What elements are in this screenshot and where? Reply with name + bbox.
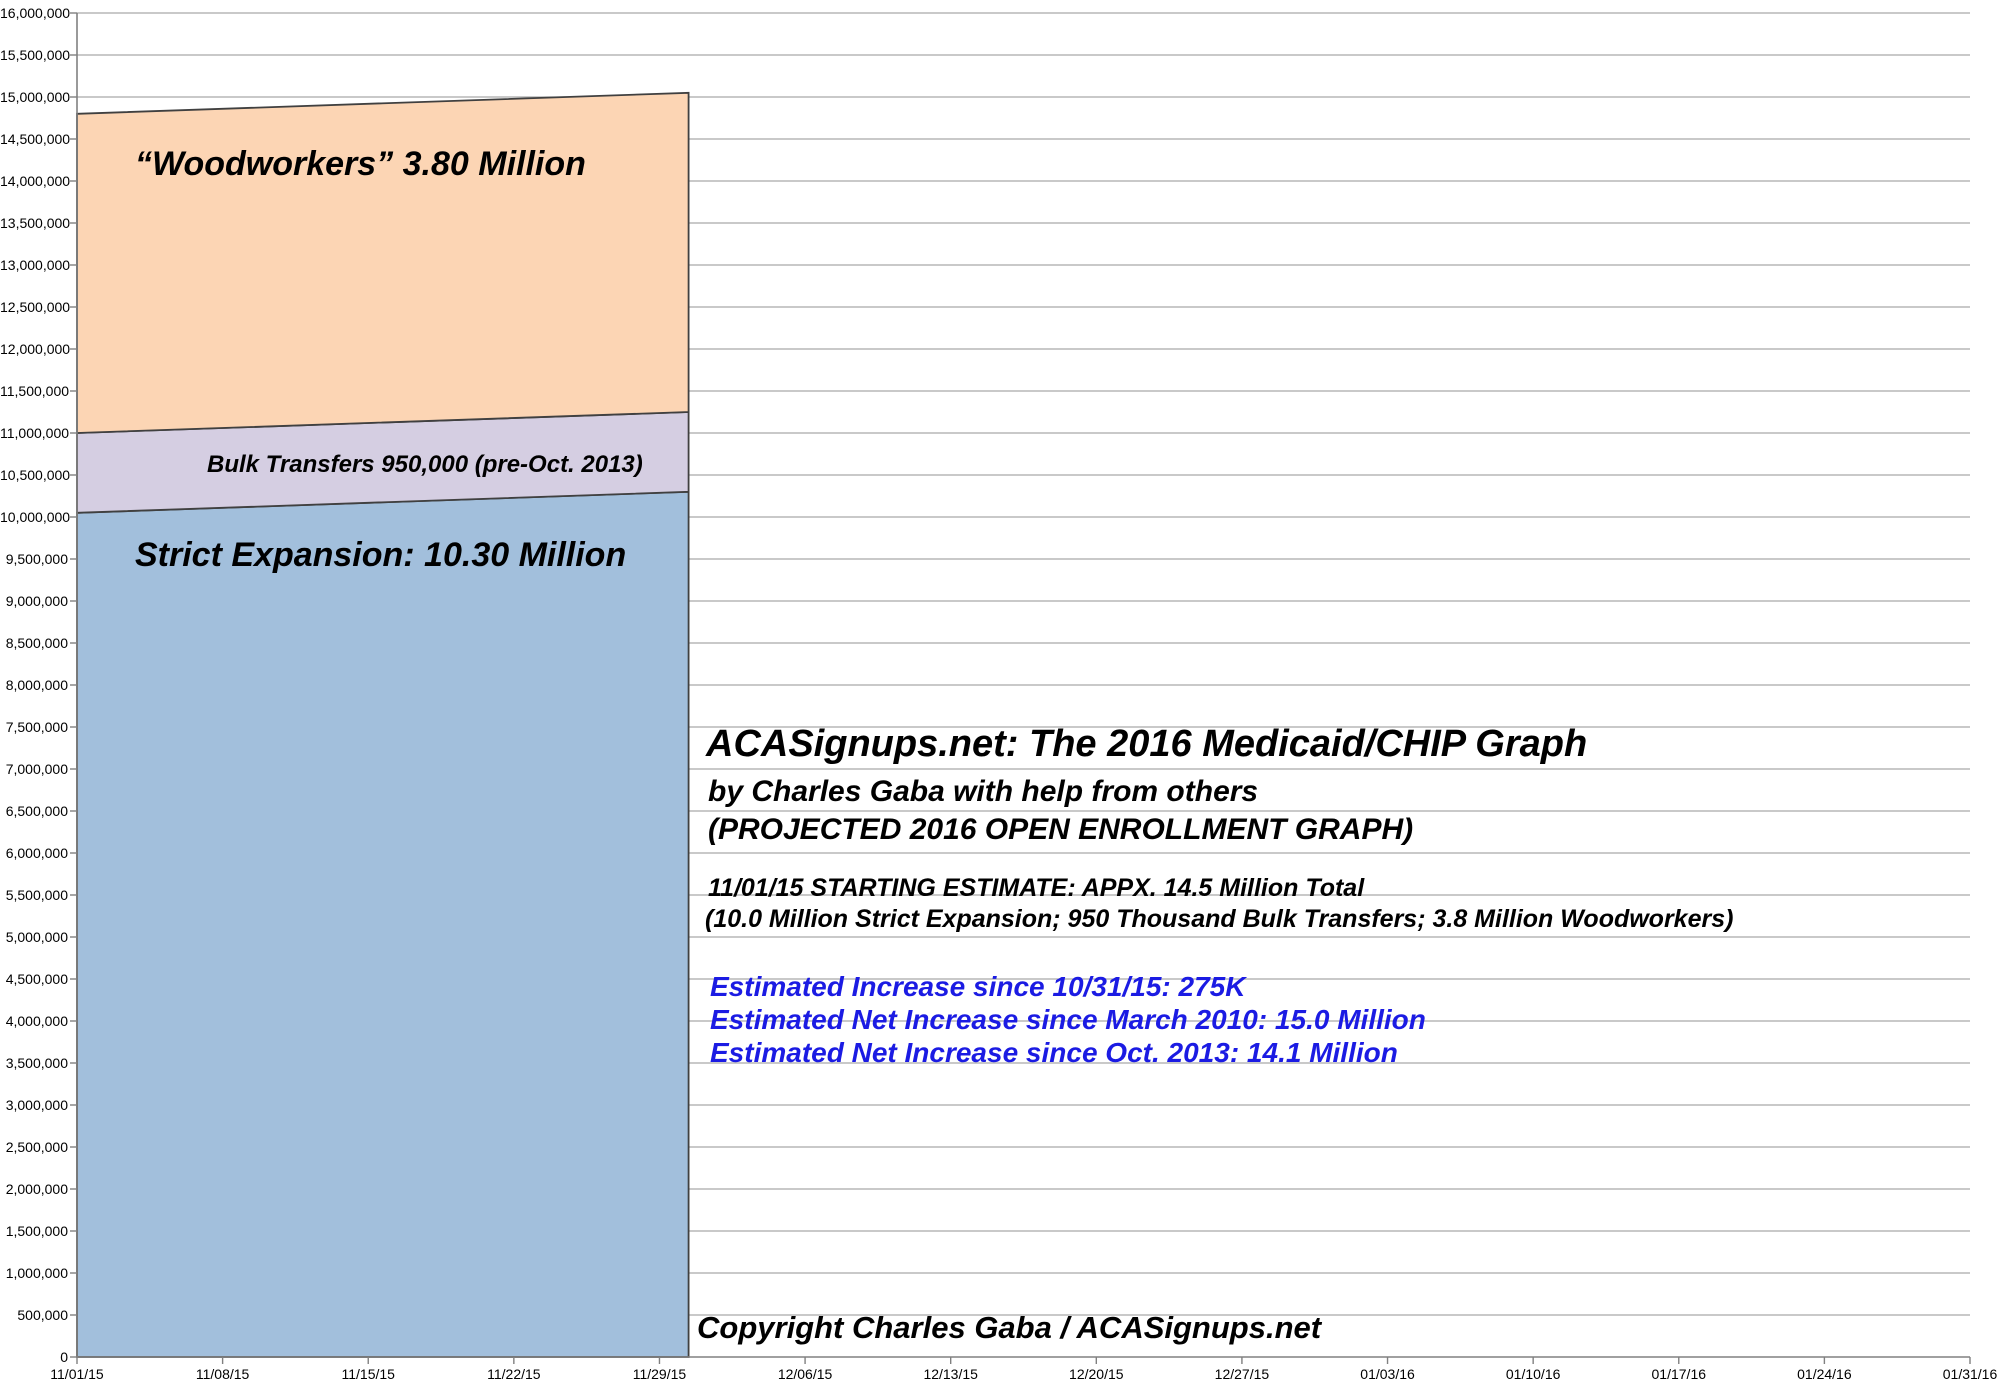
x-tick-label: 12/27/15 [1214,1366,1270,1382]
y-tick-label: 0 [60,1349,68,1365]
x-tick-label: 11/08/15 [195,1366,250,1382]
series-label-woodworkers: “Woodworkers” 3.80 Million [135,145,586,183]
y-tick-label: 4,500,000 [5,971,68,987]
x-tick-label: 01/10/16 [1505,1366,1561,1382]
x-tick-label: 01/31/16 [1942,1366,1998,1382]
y-tick-label: 13,500,000 [0,215,71,231]
y-tick-label: 6,500,000 [5,803,68,819]
estimated-increase-since-oct31: Estimated Increase since 10/31/15: 275K [710,971,1246,1002]
x-tick-label: 11/22/15 [487,1366,541,1382]
y-tick-label: 7,000,000 [5,761,68,777]
starting-estimate-line1: 11/01/15 STARTING ESTIMATE: APPX. 14.5 Million Total [708,874,1365,902]
estimated-net-increase-march2010: Estimated Net Increase since March 2010: 15.0 Million [710,1004,1426,1035]
y-tick-label: 2,000,000 [5,1181,68,1197]
x-tick-label: 01/03/16 [1360,1366,1415,1382]
y-tick-label: 5,500,000 [5,887,68,903]
area-series-woodworkers [77,93,689,433]
y-tick-label: 5,000,000 [5,929,68,945]
area-series-strict-expansion [77,492,689,1357]
x-tick-label: 11/29/15 [632,1366,687,1382]
y-tick-label: 3,500,000 [5,1055,68,1071]
estimated-net-increase-oct2013: Estimated Net Increase since Oct. 2013: 14.1 Million [710,1037,1398,1068]
x-tick-label: 12/20/15 [1069,1366,1124,1382]
y-tick-label: 16,000,000 [0,5,71,21]
y-tick-label: 11,500,000 [0,383,70,399]
x-tick-label: 12/06/15 [777,1366,833,1382]
series-label-strict-expansion: Strict Expansion: 10.30 Million [135,536,627,574]
y-tick-label: 12,500,000 [0,299,71,315]
y-tick-label: 4,000,000 [5,1013,68,1029]
series-label-bulk-transfers: Bulk Transfers 950,000 (pre-Oct. 2013) [207,451,643,478]
x-tick-label: 11/15/15 [341,1366,395,1382]
y-tick-label: 14,000,000 [0,173,71,189]
y-tick-label: 11,000,000 [0,425,70,441]
y-tick-label: 8,000,000 [5,677,68,693]
starting-estimate-line2: (10.0 Million Strict Expansion; 950 Thousand Bulk Transfers; 3.8 Million Woodworkers) [705,905,1734,933]
chart-subtitle: (PROJECTED 2016 OPEN ENROLLMENT GRAPH) [708,813,1414,846]
copyright-text: Copyright Charles Gaba / ACASignups.net [697,1310,1322,1345]
y-tick-label: 15,000,000 [0,89,71,105]
y-tick-label: 1,000,000 [5,1265,68,1281]
y-tick-label: 3,000,000 [5,1097,68,1113]
y-tick-label: 8,500,000 [5,635,68,651]
x-tick-label: 01/17/16 [1651,1366,1707,1382]
y-tick-label: 10,000,000 [0,509,71,525]
y-tick-label: 14,500,000 [0,131,71,147]
y-tick-label: 15,500,000 [0,47,71,63]
y-tick-label: 6,000,000 [5,845,68,861]
y-tick-label: 1,500,000 [5,1223,68,1239]
y-tick-label: 13,000,000 [0,257,71,273]
y-tick-label: 500,000 [17,1307,68,1323]
y-tick-label: 10,500,000 [0,467,71,483]
y-tick-label: 7,500,000 [5,719,68,735]
x-tick-label: 12/13/15 [923,1366,978,1382]
y-tick-label: 9,000,000 [5,593,68,609]
chart-byline: by Charles Gaba with help from others [708,775,1259,808]
y-tick-label: 2,500,000 [5,1139,68,1155]
chart-title: ACASignups.net: The 2016 Medicaid/CHIP Graph [706,723,1588,765]
y-tick-label: 12,000,000 [0,341,71,357]
x-tick-label: 11/01/15 [50,1366,104,1382]
x-tick-label: 01/24/16 [1797,1366,1852,1382]
y-tick-label: 9,500,000 [5,551,68,567]
